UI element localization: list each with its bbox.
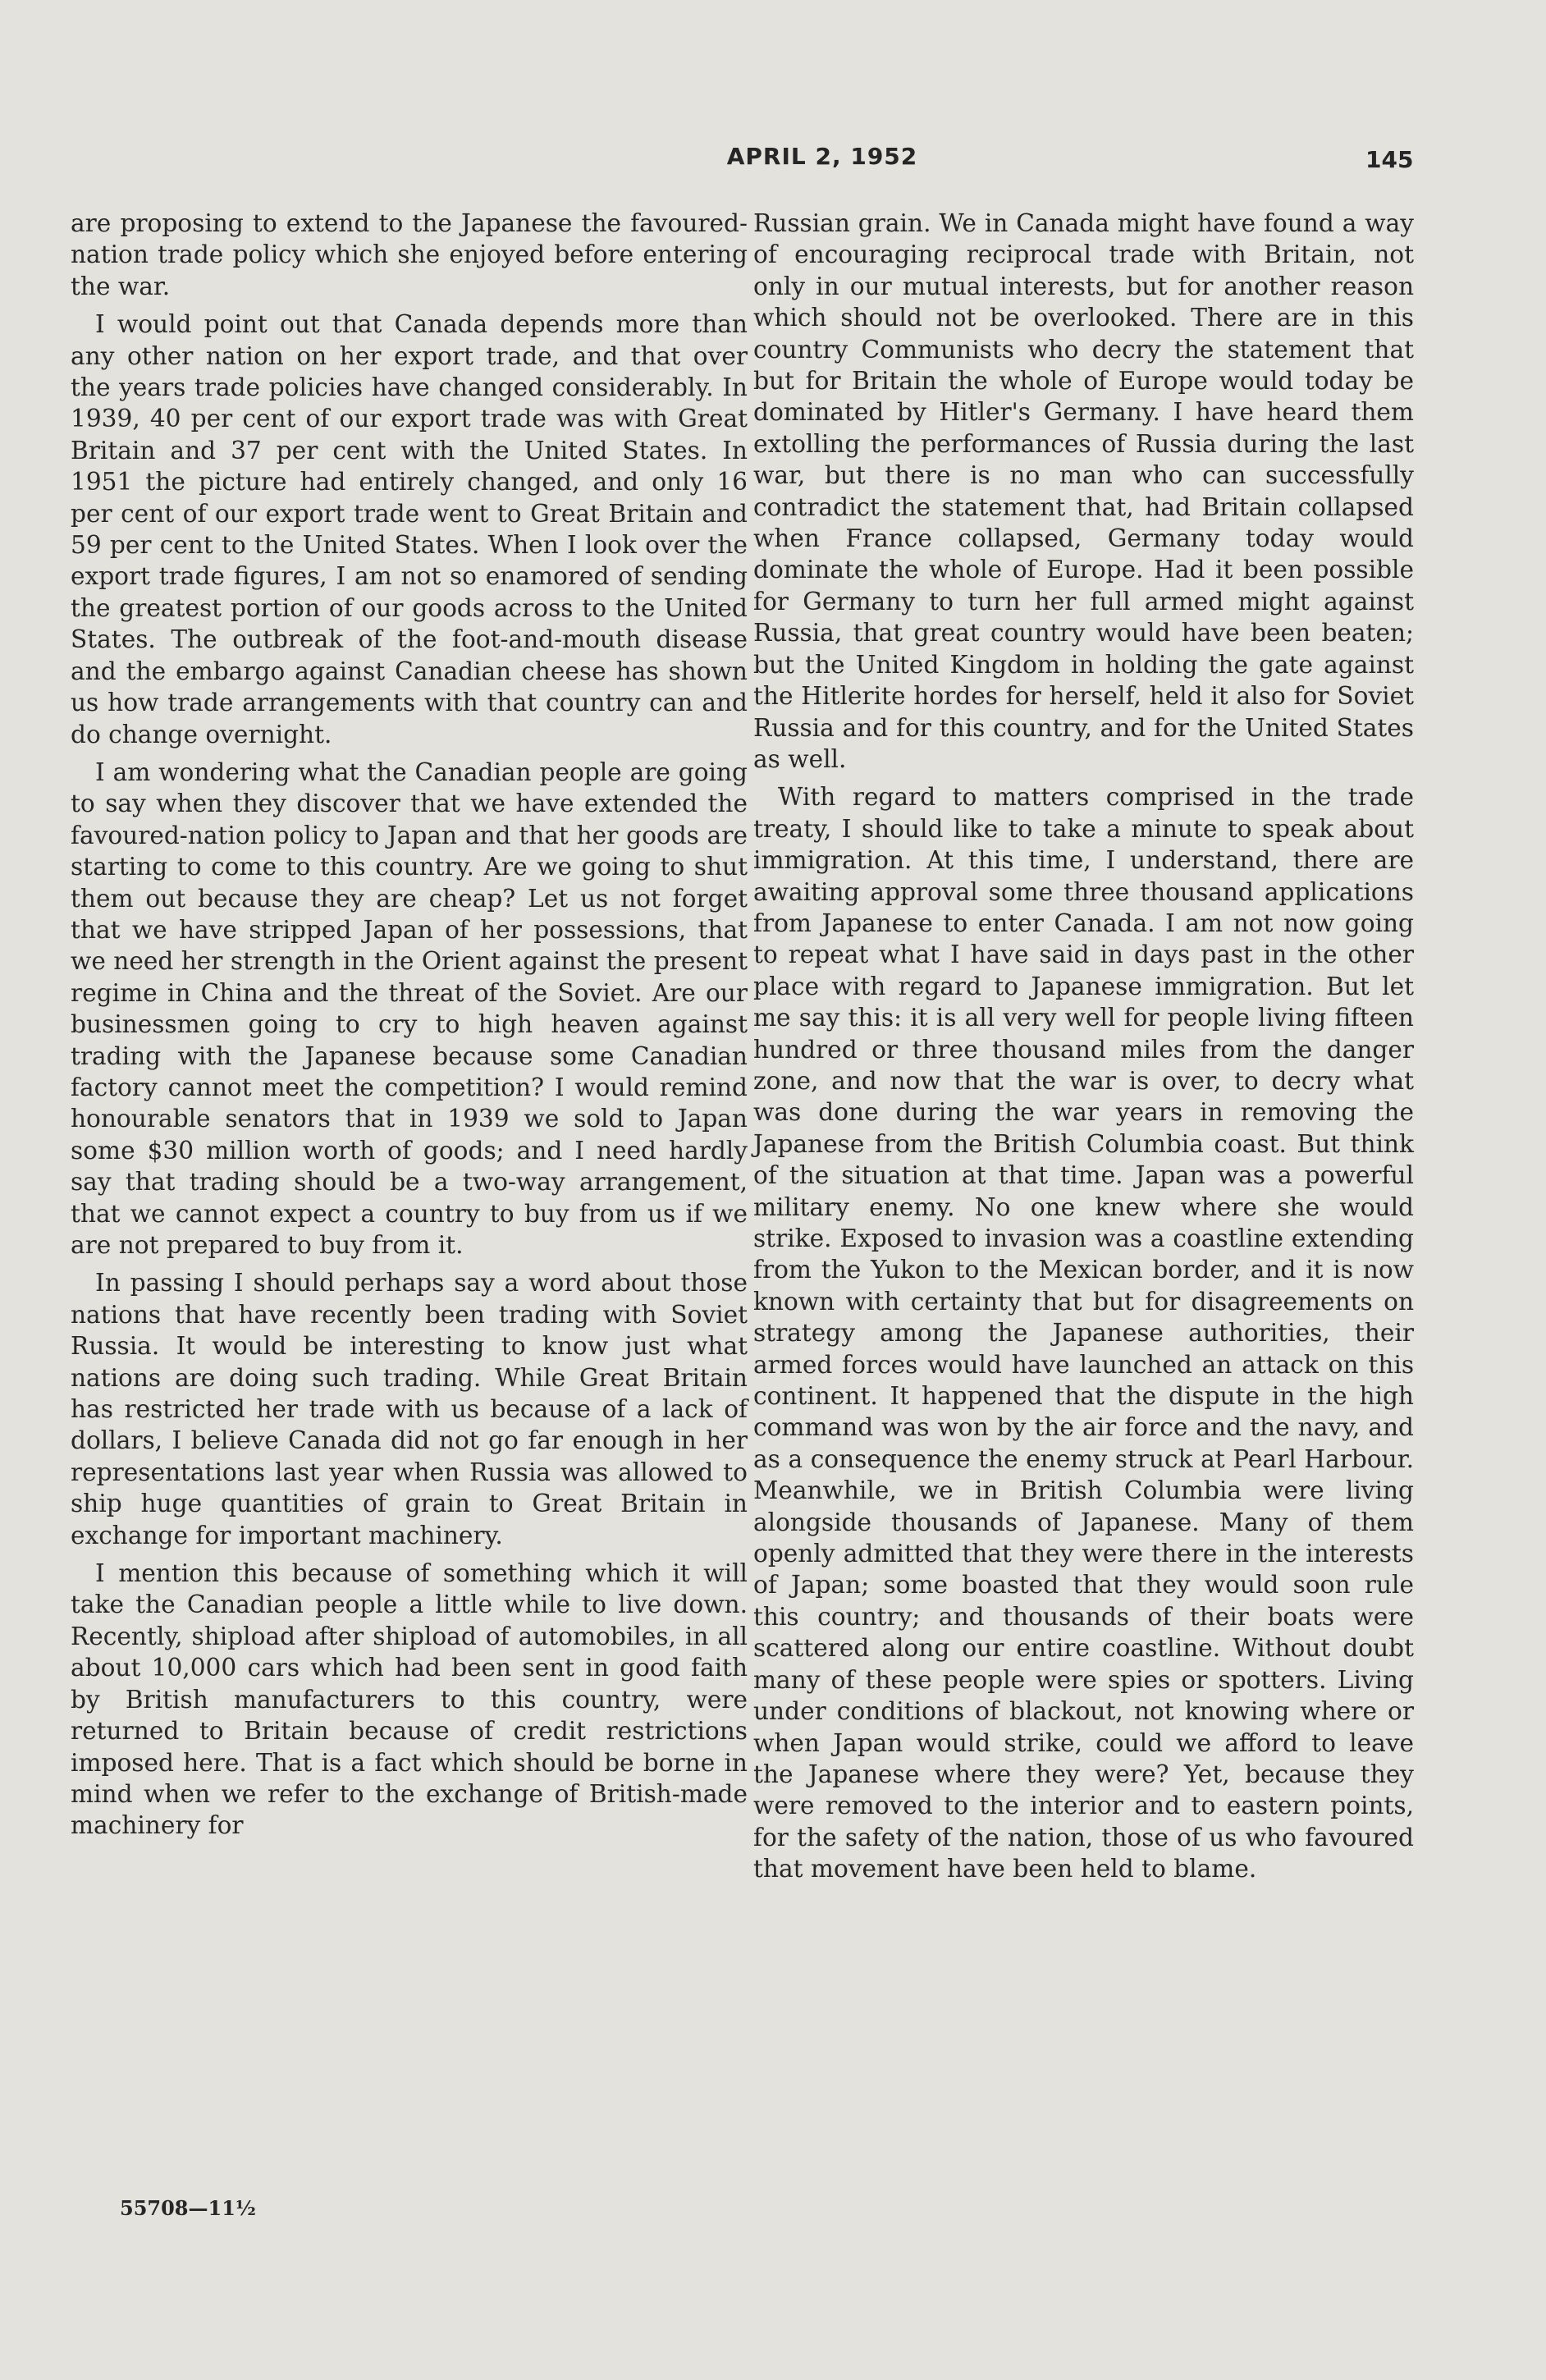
page-number: 145 bbox=[1365, 146, 1414, 173]
left-column bbox=[71, 208, 748, 1848]
paragraph: I would point out that Canada depends more than any other nation on her export trade, and that over the years trade policies have changed considerably. In 1939, 40 per cent of our export trade was with Great Britain and 37 per cent with the United States. In 1951 the picture had entirely changed, and only 16 per cent of our export trade went to Great Britain and 59 per cent to the United States. When I look over the export trade figures, I am not so enamored of sending the greatest portion of our goods across to the United States. The outbreak of the foot-and-mouth disease and the embargo against Canadian cheese has shown us how trade arrangements with that country can and do change overnight. bbox=[71, 310, 748, 748]
paragraph: are proposing to extend to the Japanese the favoured-nation trade policy which she enjoyed before entering the war. bbox=[71, 209, 748, 300]
paragraph: In passing I should perhaps say a word about those nations that have recently been trading with Soviet Russia. It would be interesting to know just what nations are doing such trading. While Great Britain has restricted her trade with us because of a lack of dollars, I believe Canada did not go far enough in her representations last year when Russia was allowed to ship huge quantities of grain to Great Britain in exchange for important machinery. bbox=[71, 1269, 748, 1549]
paragraph: With regard to matters comprised in the trade treaty, I should like to take a minute to speak about immigration. At this time, I understand, there are awaiting approval some three thousand applications from Japanese to enter Canada. I am not now going to repeat what I have said in days past in the other place with regard to Japanese immigration. But let me say this: it is all very well for people living fifteen hundred or three thousand miles from the danger zone, and now that the war is over, to decry what was done during the war years in removing the Japanese from the British Columbia coast. But think of the situation at that time. Japan was a powerful military enemy. No one knew where she would strike. Exposed to invasion was a coastline extending from the Yukon to the Mexican border, and it is now known with certainty that but for disagreements on strategy among the Japanese authorities, their armed forces would have launched an attack on this continent. It happened that the dispute in the high command was won by the air force and the navy, and as a consequence the enemy struck at Pearl Harbour. Meanwhile, we in British Columbia were living alongside thousands of Japanese. Many of them openly admitted that they were there in the interests of Japan; some boasted that they would soon rule this country; and thousands of their boats were scattered along our entire coastline. Without doubt many of these people were spies or spotters. Living under conditions of blackout, not knowing where or when Japan would strike, could we afford to leave the Japanese where they were? Yet, because they were removed to the interior and to eastern points, for the safety of the nation, those of us who favoured that movement have been held to blame. bbox=[753, 783, 1414, 1883]
paragraph: I am wondering what the Canadian people are going to say when they discover that we have extended the favoured-nation policy to Japan and that her goods are starting to come to this country. Are we going to shut them out because they are cheap? Let us not forget that we have stripped Japan of her possessions, that we need her strength in the Orient against the present regime in China and the threat of the Soviet. Are our businessmen going to cry to high heaven against trading with the Japanese because some Canadian factory cannot meet the competition? I would remind honourable senators that in 1939 we sold to Japan some $30 million worth of goods; and I need hardly say that trading should be a two-way arrangement, that we cannot expect a country to buy from us if we are not prepared to buy from it. bbox=[71, 757, 748, 1259]
header-date: APRIL 2, 1952 bbox=[726, 143, 918, 170]
running-head bbox=[0, 143, 1546, 184]
paragraph: Russian grain. We in Canada might have found a way of encouraging reciprocal trade with Britain, not only in our mutual interests, but for another reason which should not be overlooked. There are in this country Communists who decry the statement that but for Britain the whole of Europe would today be dominated by Hitler's Germany. I have heard them extolling the performances of Russia during the last war, but there is no man who can successfully contradict the statement that, had Britain collapsed when France collapsed, Germany today would dominate the whole of Europe. Had it been possible for Germany to turn her full armed might against Russia, that great country would have been beaten; but the United Kingdom in holding the gate against the Hitlerite hordes for herself, held it also for Soviet Russia and for this country, and for the United States as well. bbox=[753, 209, 1414, 773]
footer-signature-code: 55708—11½ bbox=[120, 2196, 256, 2220]
paragraph: I mention this because of something which it will take the Canadian people a little while to live down. Recently, shipload after shipload of automobiles, in all about 10,000 cars which had been sent in good faith by British manufacturers to this country, were returned to Britain because of credit restrictions imposed here. That is a fact which should be borne in mind when we refer to the exchange of British-made machinery for bbox=[71, 1559, 748, 1840]
right-column bbox=[753, 208, 1414, 1892]
